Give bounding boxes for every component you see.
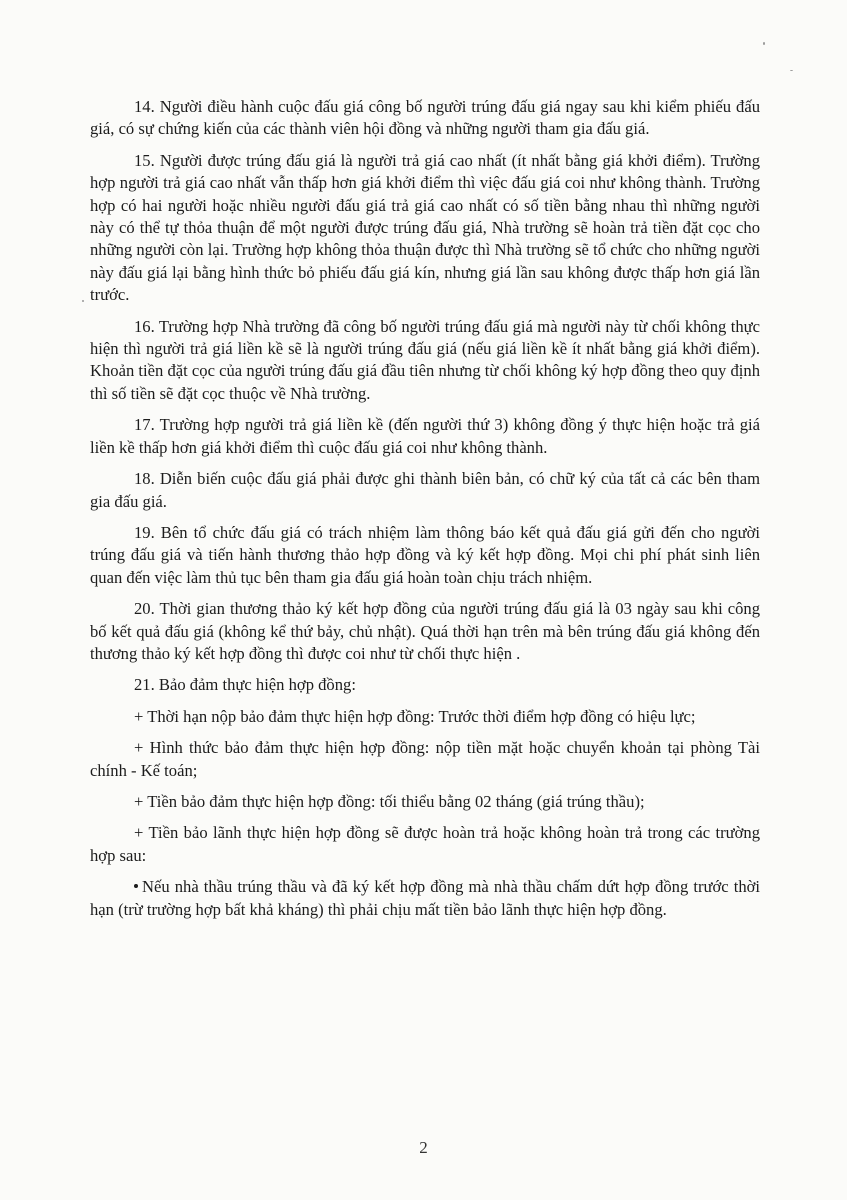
bullet-paragraph-text: Nếu nhà thầu trúng thầu và đã ký kết hợp đồng mà nhà thầu chấm dứt hợp đồng trước thời hạn (trừ trường hợp bất khả kháng) thì phải chịu mất tiền bảo lãnh thực hiện hợp đồng.: [90, 877, 760, 919]
bullet-paragraph: [90, 876, 760, 921]
document-page: [90, 96, 760, 930]
paragraph-21-refund: + Tiền bảo lãnh thực hiện hợp đồng sẽ được hoàn trả hoặc không hoàn trả trong các trường hợp sau:: [90, 823, 760, 865]
paragraph-20: 20. Thời gian thương thảo ký kết hợp đồng của người trúng đấu giá là 03 ngày sau khi công bố kết quả đấu giá (không kể thứ bảy, chủ nhật). Quá thời hạn trên mà bên trúng đấu giá không đến thương thảo ký kết hợp đồng thì được coi như từ chối thực hiện .: [90, 599, 760, 663]
paragraph-21-deadline: + Thời hạn nộp bảo đảm thực hiện hợp đồng: Trước thời điểm hợp đồng có hiệu lực;: [134, 706, 696, 726]
paragraph-15: 15. Người được trúng đấu giá là người trả giá cao nhất (ít nhất bằng giá khởi điểm). Trường hợp người trả giá cao nhất vẫn thấp hơn giá khởi điểm thì việc đấu giá coi như không thành. Trường hợp có hai người hoặc nhiều người đấu giá trả giá cao nhất có số tiền bằng nhau thì những người này có thể tự thỏa thuận để một người được trúng đấu giá, Nhà trường sẽ hoàn trả tiền đặt cọc cho những người còn lại. Trường hợp không thỏa thuận được thì Nhà trường sẽ tổ chức cho những người này đấu giá lại bằng hình thức bỏ phiếu đấu giá kín, nhưng giá lần sau không được thấp hơn giá lần trước.: [90, 150, 760, 305]
paragraph-14: 14. Người điều hành cuộc đấu giá công bố người trúng đấu giá ngay sau khi kiểm phiếu đấu giá, có sự chứng kiến của các thành viên hội đồng và những người tham gia đấu giá.: [90, 97, 760, 139]
paragraph-21-amount: + Tiền bảo đảm thực hiện hợp đồng: tối thiểu bằng 02 tháng (giá trúng thầu);: [134, 791, 645, 811]
scan-speck: [790, 70, 793, 71]
bullet-dot-icon: [134, 884, 138, 888]
paragraph-18: 18. Diễn biến cuộc đấu giá phải được ghi thành biên bản, có chữ ký của tất cả các bên tham gia đấu giá.: [90, 469, 760, 511]
paragraph-16: 16. Trường hợp Nhà trường đã công bố người trúng đấu giá mà người này từ chối không thực hiện thì người trả giá liền kề sẽ là người trúng đấu giá (nếu giá liền kề ít nhất bằng giá khởi điểm). Khoản tiền đặt cọc của người trúng đấu giá đầu tiên nhưng từ chối không ký hợp đồng theo quy định thì số tiền sẽ đặt cọc thuộc về Nhà trường.: [90, 316, 760, 403]
page-number: 2: [419, 1138, 428, 1157]
paragraph-17: 17. Trường hợp người trả giá liền kề (đến người thứ 3) không đồng ý thực hiện hoặc trả giá liền kề thấp hơn giá khởi điểm thì cuộc đấu giá coi như không thành.: [90, 415, 760, 457]
scan-speck: [82, 300, 84, 302]
paragraph-21-heading: 21. Bảo đảm thực hiện hợp đồng:: [134, 675, 356, 695]
paragraph-19: 19. Bên tổ chức đấu giá có trách nhiệm làm thông báo kết quả đấu giá gửi đến cho người trúng đấu giá và tiến hành thương thảo hợp đồng và ký kết hợp đồng. Mọi chi phí phát sinh liên quan đến việc làm thủ tục bên tham gia đấu giá hoàn toàn chịu trách nhiệm.: [90, 522, 760, 587]
scan-speck: [763, 42, 765, 45]
paragraph-21-form: + Hình thức bảo đảm thực hiện hợp đồng: nộp tiền mặt hoặc chuyển khoản tại phòng Tài chính - Kế toán;: [90, 738, 760, 780]
